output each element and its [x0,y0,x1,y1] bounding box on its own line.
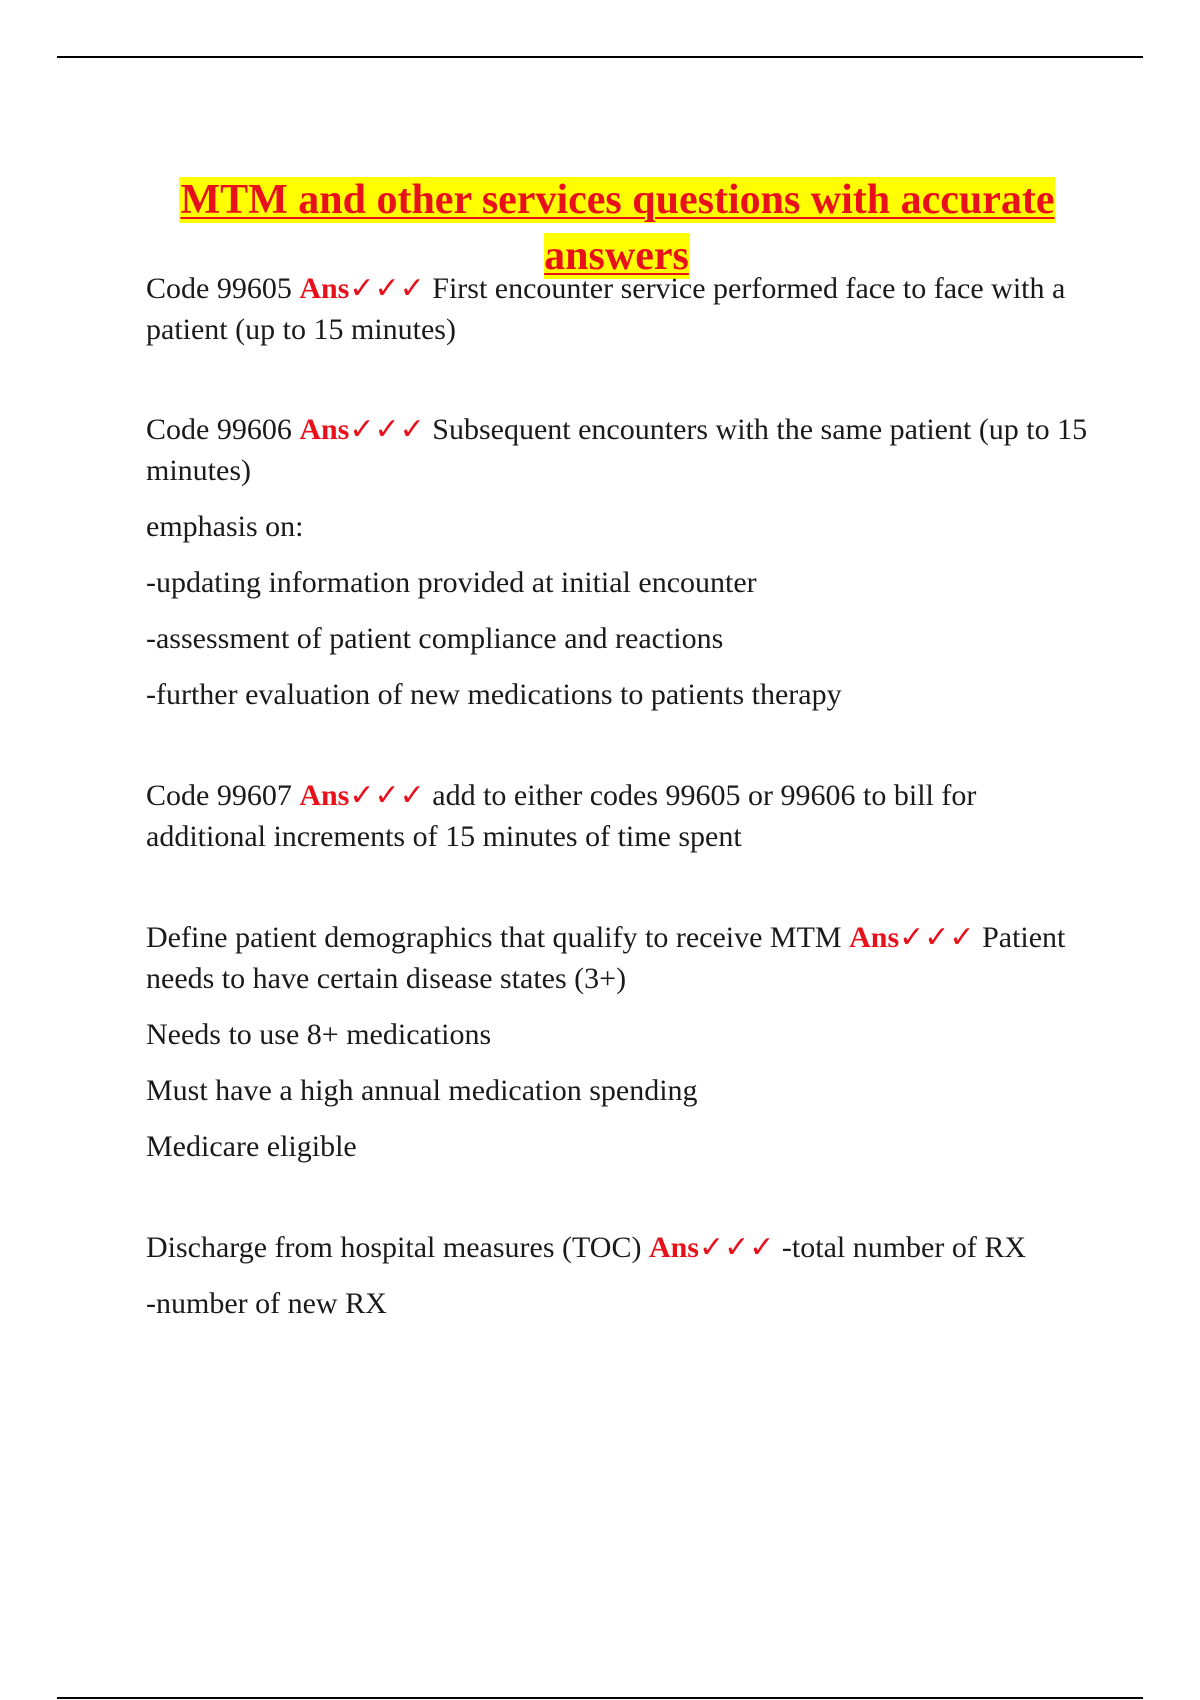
answer-line: Needs to use 8+ medications [146,1018,492,1051]
check-marks: ✓✓✓ [349,779,425,812]
question-text: Discharge from hospital measures (TOC) [146,1231,642,1264]
qa-line [146,917,1090,999]
qa-item [146,409,1090,715]
answer-label: Ans [299,779,350,812]
answer-text: Patient needs to have certain disease states (3+) [146,921,1066,995]
check-marks: ✓✓✓ [899,921,975,954]
answer-line: Medicare eligible [146,1130,357,1163]
qa-line [146,775,1090,857]
qa-content [146,268,1090,1324]
qa-line [146,268,1090,350]
check-marks: ✓✓✓ [349,413,425,446]
question-text: Code 99606 [146,413,292,446]
answer-line: Must have a high annual medication spending [146,1074,698,1107]
answer-line: -further evaluation of new medications to patients therapy [146,678,842,711]
answer-label: Ans [299,413,350,446]
question-text: Code 99605 [146,272,292,305]
answer-text: -total number of RX [781,1231,1027,1264]
qa-item [146,917,1090,1167]
top-rule [57,56,1143,58]
check-marks: ✓✓✓ [349,272,425,305]
document-title: MTM and other services questions with accurate answers [180,177,1055,280]
question-text: Code 99607 [146,779,292,812]
check-marks: ✓✓✓ [698,1231,775,1264]
answer-label: Ans [648,1231,699,1264]
qa-item [146,268,1090,350]
answer-text: Subsequent encounters with the same patient (up to 15 minutes) [146,413,1088,487]
qa-item [146,1227,1090,1324]
answer-label: Ans [299,272,350,305]
qa-line [146,409,1090,491]
answer-line: -number of new RX [146,1287,387,1320]
answer-line: -assessment of patient compliance and reactions [146,622,724,655]
answer-text: First encounter service performed face to face with a patient (up to 15 minutes) [146,272,1066,346]
bottom-rule [57,1697,1143,1699]
qa-line [146,1227,1090,1268]
qa-item [146,775,1090,857]
answer-text: add to either codes 99605 or 99606 to bill for additional increments of 15 minutes of time spent [146,779,977,853]
answer-label: Ans [849,921,900,954]
question-text: Define patient demographics that qualify to receive MTM [146,921,842,954]
answer-line: -updating information provided at initial encounter [146,566,757,599]
answer-line: emphasis on: [146,510,304,543]
